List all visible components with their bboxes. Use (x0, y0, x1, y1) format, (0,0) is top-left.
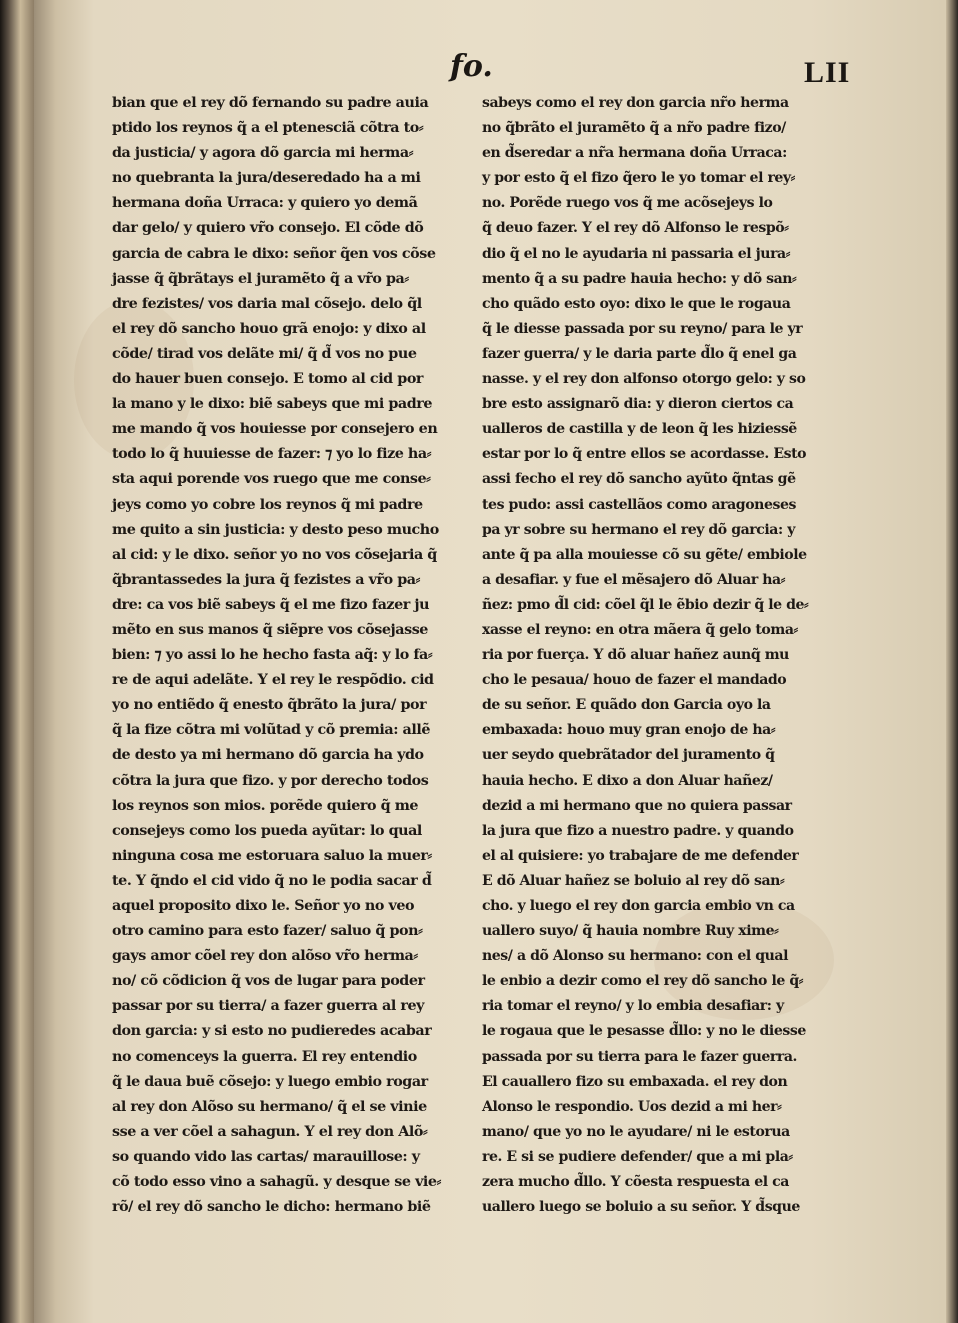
text-line: no comenceys la guerra. El rey entendio (112, 1047, 417, 1065)
text-line: da justicia/ y agora dõ garcia mi herma⸗ (112, 144, 414, 162)
text-line: do hauer buen consejo. E tomo al cid por (112, 370, 424, 388)
text-line: te. Y q̃ndo el cid vido q̃ no le podia sacar d̃ (112, 871, 432, 889)
text-line: embaxada: houo muy gran enojo de ha⸗ (482, 721, 776, 739)
text-line: dre fezistes/ vos daria mal cõsejo. delo q̃l (112, 294, 422, 312)
text-line: nasse. y el rey don alfonso otorgo gelo: y so (482, 370, 806, 388)
text-line: so quando vido las cartas/ marauillose: y (112, 1147, 420, 1165)
text-line: Alonso le respondio. Uos dezid a mi her⸗ (482, 1097, 782, 1115)
text-line: no. Porẽde ruego vos q̃ me acõsejeys lo (482, 194, 773, 212)
text-line: uer seydo quebrãtador del juramento q̃ (482, 746, 775, 764)
text-line: xasse el reyno: en otra mãera q̃ gelo toma⸗ (482, 620, 798, 638)
text-line: todo lo q̃ huuiesse de fazer: ⁊ yo lo fize ha⸗ (112, 445, 432, 463)
text-line: estar por lo q̃ entre ellos se acordasse. Esto (482, 445, 807, 463)
text-line: yo no entiẽdo q̃ enesto q̃brãto la jura/ por (112, 696, 427, 714)
text-line: ualleros de castilla y de leon q̃ les hiziessẽ (482, 420, 797, 438)
text-line: cho. y luego el rey don garcia embio vn ca (482, 897, 795, 914)
text-line: pa yr sobre su hermano el rey dõ garcia: y (482, 520, 795, 538)
text-line: jasse q̃ q̃brãtays el juramẽto q̃ a vr̃o pa⸗ (112, 269, 409, 287)
text-line: uallero suyo/ q̃ hauia nombre Ruy xime⸗ (482, 922, 779, 940)
text-line: ria por fuerça. Y dõ aluar hañez aunq̃ mu (482, 646, 789, 664)
facing-page-edge (0, 0, 34, 1323)
text-line: gays amor cõel rey don alõso vr̃o herma⸗ (112, 947, 418, 965)
text-line: el rey dõ sancho houo grã enojo: y dixo al (112, 319, 426, 337)
text-line: le enbio a dezir como el rey dõ sancho le q̃⸗ (482, 972, 803, 990)
text-line: dezid a mi hermano que no quiera passar (482, 796, 792, 814)
text-line: dio q̃ el no le ayudaria ni passaria el jura⸗ (482, 244, 790, 262)
text-line: cõ todo esso vino a sahagũ. y desque se vie⸗ (112, 1173, 441, 1191)
text-line: aquel proposito dixo le. Señor yo no veo (112, 897, 415, 914)
text-line: q̃ le daua buẽ cõsejo: y luego embio rogar (112, 1072, 428, 1090)
text-line: hermana doña Urraca: y quiero yo demã (112, 194, 418, 212)
text-line: garcia de cabra le dixo: señor q̃en vos cõse (112, 244, 436, 262)
text-line: re de aqui adelãte. Y el rey le respõdio. cid (112, 671, 434, 689)
text-line: no q̃brãto el juramẽto q̃ a nr̃o padre fizo/ (482, 119, 786, 137)
text-line: otro camino para esto fazer/ saluo q̃ pon⸗ (112, 922, 423, 940)
text-line: y por esto q̃ el fizo q̃ero le yo tomar el rey⸗ (482, 169, 795, 187)
text-line: me mando q̃ vos houiesse por consejero en (112, 420, 438, 438)
right-text-column (482, 90, 842, 1219)
text-line: dre: ca vos biẽ sabeys q̃ el me fizo fazer ju (112, 595, 430, 613)
text-line: assi fecho el rey dõ sancho ayũto q̃ntas gẽ (482, 470, 796, 488)
text-line: mento q̃ a su padre hauia hecho: y dõ san⸗ (482, 269, 797, 287)
text-line: bian que el rey dõ fernando su padre auia (112, 94, 429, 111)
text-line: le rogaua que le pesasse d̃llo: y no le diesse (482, 1022, 806, 1040)
text-line: don garcia: y si esto no pudieredes acabar (112, 1022, 432, 1040)
text-line: q̃ la fize cõtra mi volũtad y cõ premia: allẽ (112, 721, 431, 739)
text-line: hauia hecho. E dixo a don Aluar hañez/ (482, 771, 773, 789)
text-line: no quebranta la jura/deseredado ha a mi (112, 169, 421, 187)
text-line: bien: ⁊ yo assi lo he hecho fasta aq̃: y lo fa⸗ (112, 646, 433, 664)
text-line: los reynos son mios. porẽde quiero q̃ me (112, 796, 419, 814)
text-line: mẽto en sus manos q̃ siẽpre vos cõsejasse (112, 620, 428, 638)
text-line: ria tomar el reyno/ y lo embia desafiar: y (482, 997, 784, 1015)
text-line: passar por su tierra/ a fazer guerra al rey (112, 997, 424, 1015)
text-line: sta aqui porende vos ruego que me conse⸗ (112, 470, 431, 488)
text-line: jeys como yo cobre los reynos q̃ mi padre (112, 495, 423, 513)
left-text-column (112, 90, 464, 1219)
text-line: zera mucho d̃llo. Y cõesta respuesta el ca (482, 1173, 789, 1191)
text-line: me quito a sin justicia: y desto peso mucho (112, 520, 439, 538)
text-line: sse a ver cõel a sahagun. Y el rey don Alõ⸗ (112, 1122, 428, 1140)
text-line: El cauallero fizo su embaxada. el rey don (482, 1072, 788, 1090)
text-line: re. E si se pudiere defender/ que a mi pla⸗ (482, 1147, 793, 1165)
text-line: bre esto assignarõ dia: y dieron ciertos ca (482, 395, 794, 413)
text-line: no/ cõ cõdicion q̃ vos de lugar para poder (112, 972, 425, 990)
text-line: a desafiar. y fue el mẽsajero dõ Aluar ha⸗ (482, 570, 785, 588)
text-line: tes pudo: assi castellãos como aragoneses (482, 495, 796, 513)
text-line: dar gelo/ y quiero vr̃o consejo. El cõde dõ (112, 219, 424, 237)
text-line: q̃brantassedes la jura q̃ fezistes a vr̃o pa⸗ (112, 570, 420, 588)
text-line: cho le pesaua/ houo de fazer el mandado (482, 671, 787, 689)
text-line: q̃ le diesse passada por su reyno/ para le yr (482, 319, 803, 337)
text-line: al rey don Alõso su hermano/ q̃ el se vinie (112, 1097, 427, 1115)
text-line: la jura que fizo a nuestro padre. y quando (482, 821, 794, 839)
text-line: al cid: y le dixo. señor yo no vos cõsejaria q̃ (112, 545, 437, 563)
text-line: ante q̃ pa alla mouiesse cõ su gẽte/ embiole (482, 545, 807, 563)
text-line: E dõ Aluar hañez se boluio al rey dõ san⸗ (482, 871, 785, 889)
text-line: sabeys como el rey don garcia nr̃o herma (482, 94, 789, 111)
folio-label: fo. (450, 49, 493, 84)
text-line: ñez: pmo d̃l cid: cõel q̃l le ẽbio dezir q̃ le de⸗ (482, 595, 809, 613)
right-page-edge (946, 0, 958, 1323)
text-line: mano/ que yo no le ayudare/ ni le estorua (482, 1122, 790, 1140)
text-line: cho quãdo esto oyo: dixo le que le rogaua (482, 294, 791, 312)
text-line: ptido los reynos q̃ a el ptenesciã cõtra to⸗ (112, 119, 424, 137)
text-line: la mano y le dixo: biẽ sabeys que mi padre (112, 395, 433, 413)
text-line: de desto ya mi hermano dõ garcia ha ydo (112, 746, 424, 764)
text-line: rõ/ el rey dõ sancho le dicho: hermano biẽ (112, 1198, 431, 1216)
text-line: consejeys como los pueda ayũtar: lo qual (112, 821, 422, 839)
text-line: en d̃seredar a nr̃a hermana doña Urraca: (482, 144, 787, 162)
text-line: el al quisiere: yo trabajare de me defender (482, 846, 799, 864)
text-line: ninguna cosa me estoruara saluo la muer⸗ (112, 846, 432, 864)
text-line: uallero luego se boluio a su señor. Y d̃sque (482, 1198, 800, 1216)
text-line: passada por su tierra para le fazer guerra. (482, 1047, 798, 1065)
folio-number: LII (804, 56, 851, 89)
text-line: cõde/ tirad vos delãte mi/ q̃ d̃ vos no pue (112, 344, 417, 362)
text-line: cõtra la jura que fizo. y por derecho todos (112, 771, 429, 789)
text-line: de su señor. E quãdo don Garcia oyo la (482, 696, 771, 714)
text-line: nes/ a dõ Alonso su hermano: con el qual (482, 947, 789, 965)
text-line: fazer guerra/ y le daria parte d̃lo q̃ enel ga (482, 344, 797, 362)
text-line: q̃ deuo fazer. Y el rey dõ Alfonso le respõ⸗ (482, 219, 789, 237)
